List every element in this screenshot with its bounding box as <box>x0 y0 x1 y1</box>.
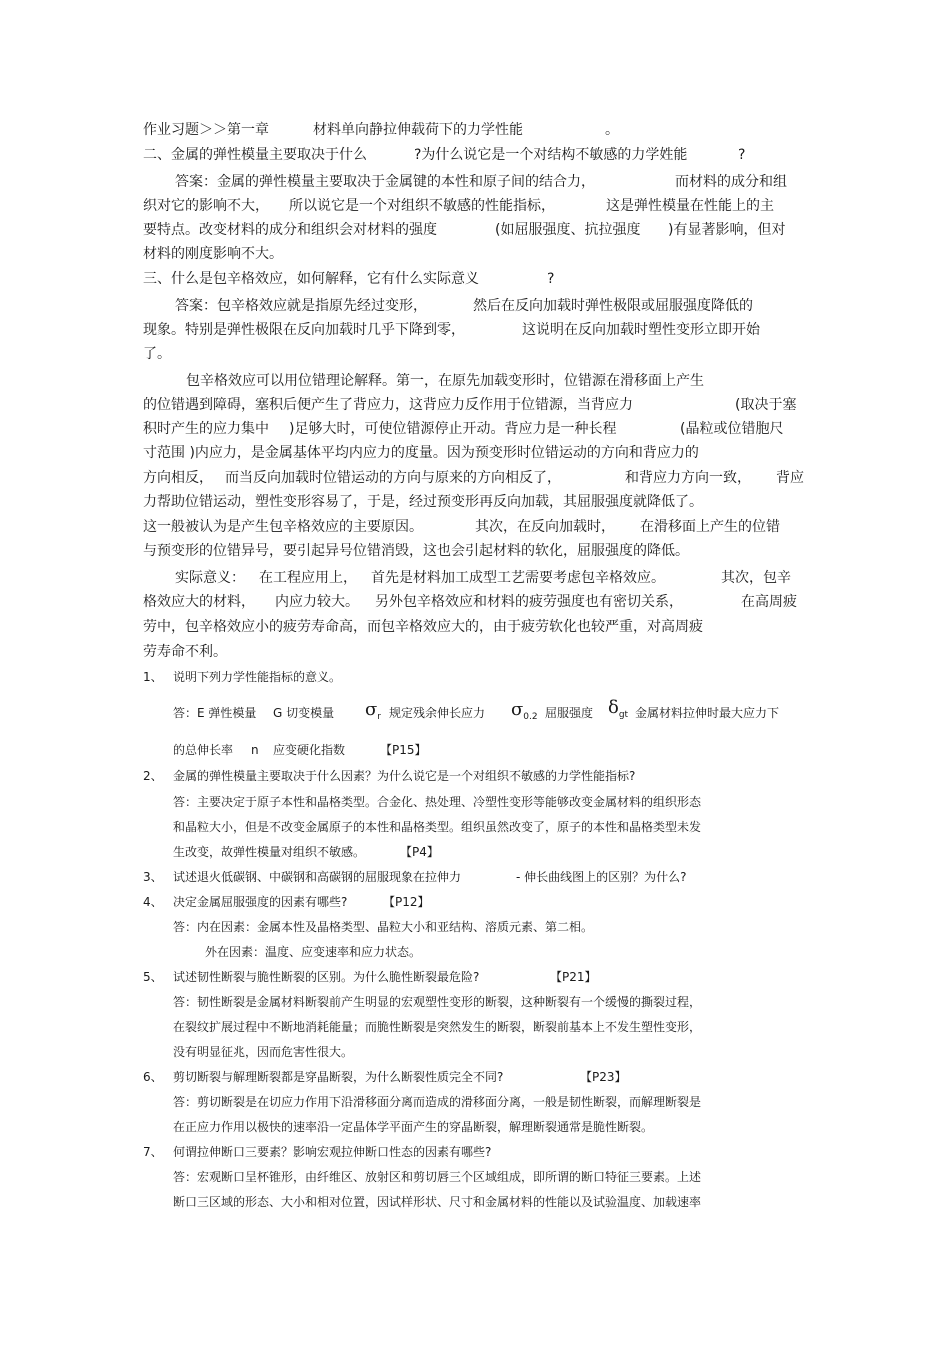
answer-line: 在裂纹扩展过程中不断地消耗能量；而脆性断裂是突然发生的断裂，断裂前基本上不发生塑性变形， <box>173 1020 702 1034</box>
explanation-text: 其次，在反向加载时， <box>475 519 615 535</box>
question-text: ?为什么说它是一个对结构不敏感的力学姓能 <box>414 147 688 163</box>
sigma-glyph: σ <box>365 699 378 720</box>
item-question: 金属的弹性模量主要取决于什么因素？为什么说它是一个对组织不敏感的力学性能指标? <box>173 769 636 783</box>
answer-line: 答：宏观断口呈杯锥形，由纤维区、放射区和剪切唇三个区域组成，即所谓的断口特征三要素。上述 <box>173 1170 702 1184</box>
significance-text: 首先是材料加工成型工艺需要考虑包辛格效应。 <box>371 570 665 586</box>
explanation-text: 的位错遇到障碍，塞积后便产生了背应力，这背应力反作用于位错源，当背应力 <box>143 397 633 413</box>
explanation-text: 在滑移面上产生的位错 <box>640 519 780 535</box>
item-question: - 伸长曲线图上的区别？为什么? <box>516 870 687 884</box>
sigma-glyph: σ <box>511 699 524 720</box>
explanation-text: 背应 <box>776 470 804 486</box>
explanation-line: 包辛格效应可以用位错理论解释。第一，在原先加载变形时，位错源在滑移面上产生 <box>186 373 704 389</box>
significance-text: 在工程应用上， <box>259 570 357 586</box>
significance-text: 格效应大的材料， <box>143 594 255 610</box>
chapter-title: 材料单向静拉伸载荷下的力学性能 <box>313 122 523 138</box>
answer-line: 答：剪切断裂是在切应力作用下沿滑移面分离而造成的滑移面分离，一般是韧性断裂，而解理断裂是 <box>173 1095 702 1109</box>
explanation-text: 积时产生的应力集中 <box>143 421 269 437</box>
answer-line: 材料的刚度影响不大。 <box>143 246 283 262</box>
answer-text: 这说明在反向加载时塑性变形立即开始 <box>522 322 760 338</box>
item-number: 3、 <box>143 870 163 884</box>
delta-gt-symbol <box>608 699 628 724</box>
item-number: 6、 <box>143 1070 163 1084</box>
sigma-02-symbol <box>511 701 538 726</box>
answer-text: 屈服强度 <box>545 706 594 720</box>
answer-text: 要特点。改变材料的成分和组织会对材料的强度 <box>143 222 437 238</box>
answer-text: 所以说它是一个对组织不敏感的性能指标， <box>289 198 555 214</box>
answer-text: 答案：包辛格效应就是指原先经过变形， <box>175 298 427 314</box>
significance-text: 在高周疲 <box>741 594 797 610</box>
answer-line: 在正应力作用以极快的速率沿一定晶体学平面产生的穿晶断裂，解理断裂通常是脆性断裂。 <box>173 1120 654 1134</box>
item-question: 试述退火低碳钢、中碳钢和高碳钢的屈服现象在拉伸力 <box>173 870 462 884</box>
subscript: gt <box>618 710 629 720</box>
significance-text: 其次，包辛 <box>721 570 791 586</box>
answer-line: 断口三区域的形态、大小和相对位置，因试样形状、尺寸和金属材料的性能以及试验温度、加载速率 <box>173 1195 702 1209</box>
significance-line: 劳寿命不利。 <box>143 644 227 660</box>
chapter-label: 作业习题＞＞第一章 <box>143 122 269 138</box>
answer-text: 金属材料拉伸时最大应力下 <box>635 706 780 720</box>
answer-text: 应变硬化指数 <box>273 743 346 757</box>
item-number: 7、 <box>143 1145 163 1159</box>
sigma-r-symbol <box>365 701 381 726</box>
answer-text: G 切变模量 <box>273 706 335 720</box>
chapter-end-mark: 。 <box>605 122 619 138</box>
item-question: 说明下列力学性能指标的意义。 <box>173 670 342 684</box>
answer-text: 这是弹性模量在性能上的主 <box>606 198 774 214</box>
item-number: 1、 <box>143 670 163 684</box>
question-mark: ? <box>547 271 555 287</box>
page-reference: 【P12】 <box>383 895 430 909</box>
explanation-text: 和背应力方向一致， <box>625 470 751 486</box>
page-reference: 【P23】 <box>580 1070 627 1084</box>
answer-text: (如屈服强度、抗拉强度 <box>495 222 641 238</box>
item-question: 何谓拉伸断口三要素？影响宏观拉伸断口性态的因素有哪些? <box>173 1145 492 1159</box>
explanation-text: 方向相反， <box>143 470 213 486</box>
page-reference: 【P21】 <box>550 970 597 984</box>
explanation-text: 而当反向加载时位错运动的方向与原来的方向相反了， <box>225 470 561 486</box>
explanation-line: 力帮助位错运动，塑性变形容易了，于是，经过预变形再反向加载，其屈服强度就降低了。 <box>143 494 703 510</box>
answer-text: n <box>251 743 259 757</box>
item-question: 决定金属屈服强度的因素有哪些? <box>173 895 348 909</box>
answer-line: 外在因素：温度、应变速率和应力状态。 <box>205 945 422 959</box>
answer-line: 答：韧性断裂是金属材料断裂前产生明显的宏观塑性变形的断裂，这种断裂有一个缓慢的撕裂过程， <box>173 995 702 1009</box>
explanation-line: 与预变形的位错异号，要引起异号位错消毁，这也会引起材料的软化，屈服强度的降低。 <box>143 543 689 559</box>
item-question: 剪切断裂与解理断裂都是穿晶断裂，为什么断裂性质完全不同? <box>173 1070 504 1084</box>
answer-text: 的总伸长率 <box>173 743 234 757</box>
question-mark: ? <box>738 147 746 163</box>
significance-text: 内应力较大。 <box>275 594 359 610</box>
answer-line: 答：主要决定于原子本性和晶格类型。合金化、热处理、冷塑性变形等能够改变金属材料的组织形态 <box>173 795 702 809</box>
item-number: 2、 <box>143 769 163 783</box>
item-question: 试述韧性断裂与脆性断裂的区别。为什么脆性断裂最危险? <box>173 970 480 984</box>
explanation-text: (晶粒或位错胞尺 <box>680 421 784 437</box>
answer-text: 答：E 弹性模量 <box>173 706 257 720</box>
answer-line: 了。 <box>143 346 171 362</box>
answer-line: 没有明显征兆，因而危害性很大。 <box>173 1045 354 1059</box>
explanation-line: 寸范围 )内应力，是金属基体平均内应力的度量。因为预变形时位错运动的方向和背应力的 <box>143 445 699 461</box>
item-number: 5、 <box>143 970 163 984</box>
answer-text: )有显著影响，但对 <box>668 222 786 238</box>
explanation-text: 这一般被认为是产生包辛格效应的主要原因。 <box>143 519 423 535</box>
subscript: r <box>377 712 381 722</box>
significance-label: 实际意义： <box>175 570 245 586</box>
answer-text: 答案：金属的弹性模量主要取决于金属键的本性和原子间的结合力， <box>175 174 595 190</box>
answer-text: 织对它的影响不大， <box>143 198 269 214</box>
question-text: 二、金属的弹性模量主要取决于什么 <box>143 147 367 163</box>
significance-text: 另外包辛格效应和材料的疲劳强度也有密切关系， <box>375 594 683 610</box>
item-number: 4、 <box>143 895 163 909</box>
subscript: 0.2 <box>523 712 538 722</box>
answer-text: 规定残余伸长应力 <box>389 706 486 720</box>
page-reference: 【P4】 <box>400 845 439 859</box>
explanation-text: (取决于塞 <box>735 397 797 413</box>
answer-line: 答：内在因素：金属本性及晶格类型、晶粒大小和亚结构、溶质元素、第二相。 <box>173 920 594 934</box>
question-text: 三、什么是包辛格效应，如何解释，它有什么实际意义 <box>143 271 479 287</box>
answer-text: 生改变，故弹性模量对组织不敏感。 <box>173 845 366 859</box>
page-reference: 【P15】 <box>380 743 427 757</box>
answer-line: 和晶粒大小，但是不改变金属原子的本性和晶格类型。组织虽然改变了，原子的本性和晶格类型未发 <box>173 820 702 834</box>
significance-line: 劳中，包辛格效应小的疲劳寿命高，而包辛格效应大的，由于疲劳软化也较严重，对高周疲 <box>143 619 703 635</box>
answer-text: 然后在反向加载时弹性极限或屈服强度降低的 <box>473 298 753 314</box>
delta-glyph: δ <box>608 697 619 718</box>
answer-text: 而材料的成分和组 <box>675 174 787 190</box>
explanation-text: )足够大时，可使位错源停止开动。背应力是一种长程 <box>289 421 617 437</box>
answer-text: 现象。特别是弹性极限在反向加载时几乎下降到零， <box>143 322 465 338</box>
